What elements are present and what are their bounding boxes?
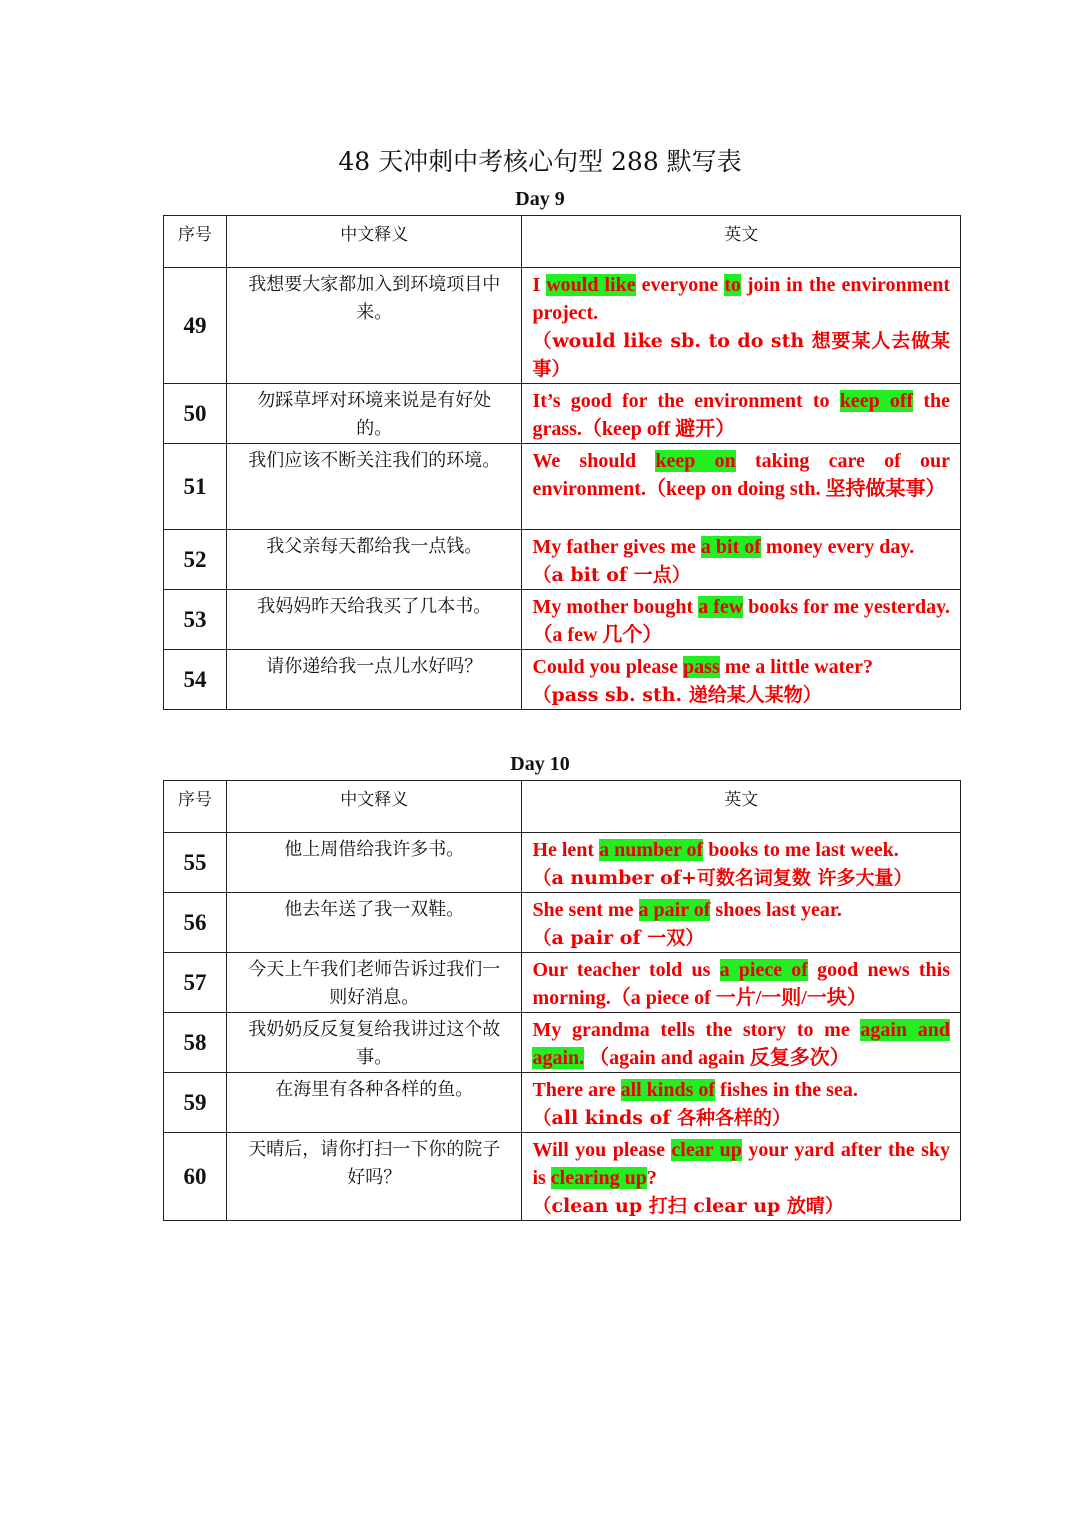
sentence-text: me a little water? (719, 656, 873, 678)
english-sentence (522, 953, 961, 1013)
chinese-meaning: 在海里有各种各样的鱼。 (227, 1073, 522, 1133)
chinese-meaning: 天晴后，请你打扫一下你的院子好吗？ (227, 1133, 522, 1221)
table-row (164, 833, 961, 893)
table-row (164, 1013, 961, 1073)
row-number: 53 (164, 590, 227, 650)
english-sentence (522, 590, 961, 650)
sentence-text: There are (532, 1079, 621, 1101)
english-sentence (522, 1013, 961, 1073)
table-row (164, 1073, 961, 1133)
chinese-meaning: 我妈妈昨天给我买了几本书。 (227, 590, 522, 650)
sentence-text: good news this morning.（a piece of 一片/一则/一块） (532, 959, 950, 1009)
sentence-text: books to me last week. (703, 839, 899, 861)
row-number: 58 (164, 1013, 227, 1073)
highlighted-phrase: all kinds of (620, 1079, 716, 1101)
table-row (164, 268, 961, 384)
highlighted-phrase: clear up (671, 1139, 742, 1161)
sentence-text: My grandma tells the story to me (532, 1019, 861, 1041)
day10-label: Day 10 (510, 753, 570, 775)
sentence-text: We should (532, 450, 656, 472)
day9-table (163, 215, 961, 710)
row-number: 52 (164, 530, 227, 590)
chinese-meaning: 我奶奶反反复复给我讲过这个故事。 (227, 1013, 522, 1073)
chinese-meaning: 今天上午我们老师告诉过我们一则好消息。 (227, 953, 522, 1013)
sentence-text: money every day. (760, 536, 915, 558)
table-row (164, 893, 961, 953)
chinese-meaning: 我父亲每天都给我一点钱。 (227, 530, 522, 590)
page-title: 48 天冲刺中考核心句型 288 默写表 (338, 147, 742, 176)
phrase-note: （pass sb. sth. 递给某人某物） (532, 684, 822, 706)
day9-table-body (164, 216, 961, 710)
row-number: 57 (164, 953, 227, 1013)
day9-label: Day 9 (515, 188, 565, 210)
highlighted-phrase: a pair of (638, 899, 711, 921)
phrase-note: （clean up 打扫 clear up 放晴） (532, 1195, 844, 1217)
sentence-text: It’s good for the environment to (532, 390, 840, 412)
english-sentence (522, 444, 961, 530)
english-sentence (522, 833, 961, 893)
row-number: 60 (164, 1133, 227, 1221)
highlighted-phrase: keep off (839, 390, 914, 412)
highlighted-phrase: to (724, 274, 741, 296)
english-sentence (522, 530, 961, 590)
row-number: 55 (164, 833, 227, 893)
sentence-text: She sent me (532, 899, 639, 921)
english-sentence (522, 268, 961, 384)
sentence-text: Could you please (532, 656, 684, 678)
sentence-text: ? (646, 1167, 657, 1189)
english-sentence (522, 1133, 961, 1221)
highlighted-phrase: again and again. (532, 1019, 950, 1069)
english-sentence (522, 650, 961, 710)
highlighted-phrase: clearing up (550, 1167, 647, 1189)
sentence-text: your yard after the sky is (532, 1139, 950, 1189)
day10-header-row (164, 781, 961, 833)
table-row (164, 384, 961, 444)
header-en: 英文 (522, 781, 961, 833)
chinese-meaning: 我想要大家都加入到环境项目中来。 (227, 268, 522, 384)
phrase-note: （a bit of 一点） (532, 564, 691, 586)
sentence-text: He lent (532, 839, 600, 861)
table-row (164, 590, 961, 650)
header-num: 序号 (164, 216, 227, 268)
sentence-text: taking care of our environment.（keep on doing sth. 坚持做某事） (532, 450, 951, 500)
chinese-meaning: 请你递给我一点儿水好吗？ (227, 650, 522, 710)
sentence-text: books for me yesterday.（a few 几个） (532, 596, 951, 646)
header-num: 序号 (164, 781, 227, 833)
row-number: 56 (164, 893, 227, 953)
sentence-text: My father gives me (532, 536, 701, 558)
phrase-note: （a pair of 一双） (532, 927, 705, 949)
row-number: 51 (164, 444, 227, 530)
table-row (164, 953, 961, 1013)
sentence-text: （again and again 反复多次） (584, 1047, 850, 1069)
day10-table-body (164, 781, 961, 1221)
highlighted-phrase: keep on (655, 450, 736, 472)
phrase-note: （all kinds of 各种各样的） (532, 1107, 792, 1129)
sentence-text: Our teacher told us (532, 959, 720, 981)
english-sentence (522, 1073, 961, 1133)
sentence-text: everyone (635, 274, 725, 296)
sentence-text: fishes in the sea. (715, 1079, 858, 1101)
row-number: 49 (164, 268, 227, 384)
chinese-meaning: 我们应该不断关注我们的环境。 (227, 444, 522, 530)
sentence-text: join in the environment project. (532, 274, 950, 324)
sentence-text: I (532, 274, 547, 296)
row-number: 54 (164, 650, 227, 710)
highlighted-phrase: would like (546, 274, 636, 296)
highlighted-phrase: a few (698, 596, 744, 618)
phrase-note: （a number of+可数名词复数 许多大量） (532, 867, 913, 889)
header-en: 英文 (522, 216, 961, 268)
row-number: 59 (164, 1073, 227, 1133)
phrase-note: （would like sb. to do sth 想要某人去做某事） (532, 330, 950, 380)
highlighted-phrase: pass (683, 656, 720, 678)
chinese-meaning: 他上周借给我许多书。 (227, 833, 522, 893)
highlighted-phrase: a bit of (700, 536, 761, 558)
sentence-text: the grass.（keep off 避开） (532, 390, 950, 440)
table-row (164, 1133, 961, 1221)
english-sentence (522, 384, 961, 444)
sentence-text: Will you please (532, 1139, 672, 1161)
english-sentence (522, 893, 961, 953)
chinese-meaning: 勿踩草坪对环境来说是有好处的。 (227, 384, 522, 444)
row-number: 50 (164, 384, 227, 444)
table-row (164, 530, 961, 590)
sentence-text: My mother bought (532, 596, 699, 618)
table-row (164, 444, 961, 530)
table-row (164, 650, 961, 710)
highlighted-phrase: a number of (599, 839, 704, 861)
header-cn: 中文释义 (227, 781, 522, 833)
day9-header-row (164, 216, 961, 268)
chinese-meaning: 他去年送了我一双鞋。 (227, 893, 522, 953)
highlighted-phrase: a piece of (719, 959, 808, 981)
header-cn: 中文释义 (227, 216, 522, 268)
day10-table (163, 780, 961, 1221)
sentence-text: shoes last year. (710, 899, 842, 921)
